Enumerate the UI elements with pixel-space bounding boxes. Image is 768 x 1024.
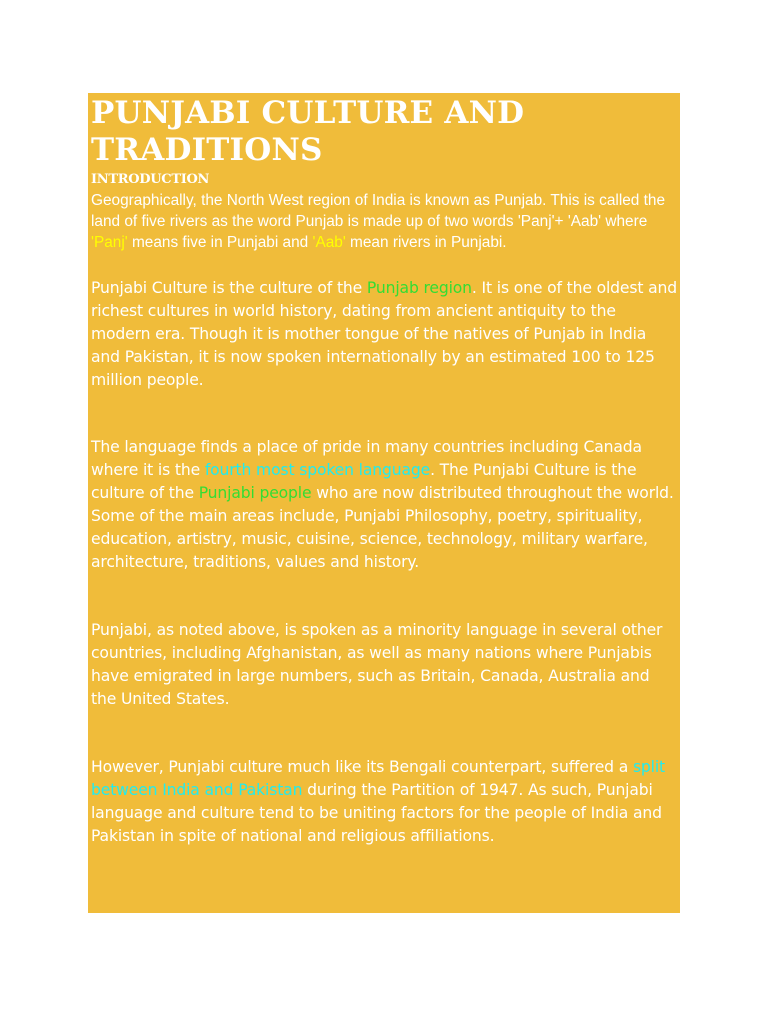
paragraph2-part2: . The Punjabi Culture is the culture of the: [91, 461, 637, 502]
paragraph2-part3: who are now distributed throughout the world. Some of the main areas include, Punjabi Philosophy, poetry, spirituality, education, artistry, music, cuisine, science, technology, military warfare, architecture, traditions, values and history.: [91, 484, 674, 571]
intro-heading: INTRODUCTION: [91, 172, 210, 187]
paragraph4-part2: during the Partition of 1947. As such, Punjabi language and culture tend to be uniting factors for the people of India and Pakistan in spite of national and religious affiliations.: [91, 781, 662, 845]
intro-text-part3: mean rivers in Punjabi.: [345, 234, 507, 251]
paragraph-minority-language: [91, 619, 678, 711]
page-title: PUNJABI CULTURE AND TRADITIONS: [91, 95, 525, 168]
paragraph1-part1: Punjabi Culture is the culture of the: [91, 279, 367, 297]
link-split-india-pakistan[interactable]: split between India and Pakistan: [91, 758, 666, 799]
highlight-aab: 'Aab': [312, 234, 346, 251]
paragraph-culture: [91, 277, 678, 392]
paragraph-partition: [91, 756, 678, 848]
paragraph-language: [91, 436, 678, 574]
intro-text-part2: means five in Punjabi and: [127, 234, 313, 251]
intro-text-part1: Geographically, the North West region of India is known as Punjab. This is called the land of five rivers as the word Punjab is made up of two words 'Panj'+ 'Aab' where: [91, 192, 666, 230]
link-punjabi-people[interactable]: Punjabi people: [198, 484, 312, 502]
highlight-panj: 'Panj': [91, 234, 128, 251]
paragraph3-text: Punjabi, as noted above, is spoken as a minority language in several other countries, including Afghanistan, as well as many nations where Punjabis have emigrated in large numbers, such as Britain, Canada, Australia and the United States.: [91, 621, 663, 708]
document-panel: [88, 93, 680, 913]
link-punjab-region[interactable]: Punjab region: [366, 279, 472, 297]
link-fourth-most-spoken-language[interactable]: fourth most spoken language: [204, 461, 431, 479]
paragraph1-part2: . It is one of the oldest and richest cultures in world history, dating from ancient antiquity to the modern era. Though it is mother tongue of the natives of Punjab in India and Pakistan, it is now spoken internationally by an estimated 100 to 125 million people.: [91, 279, 677, 389]
paragraph4-part1: However, Punjabi culture much like its Bengali counterpart, suffered a: [91, 758, 633, 776]
paragraph2-part1: The language finds a place of pride in many countries including Canada where it is the: [91, 438, 642, 479]
intro-paragraph: [91, 190, 678, 253]
